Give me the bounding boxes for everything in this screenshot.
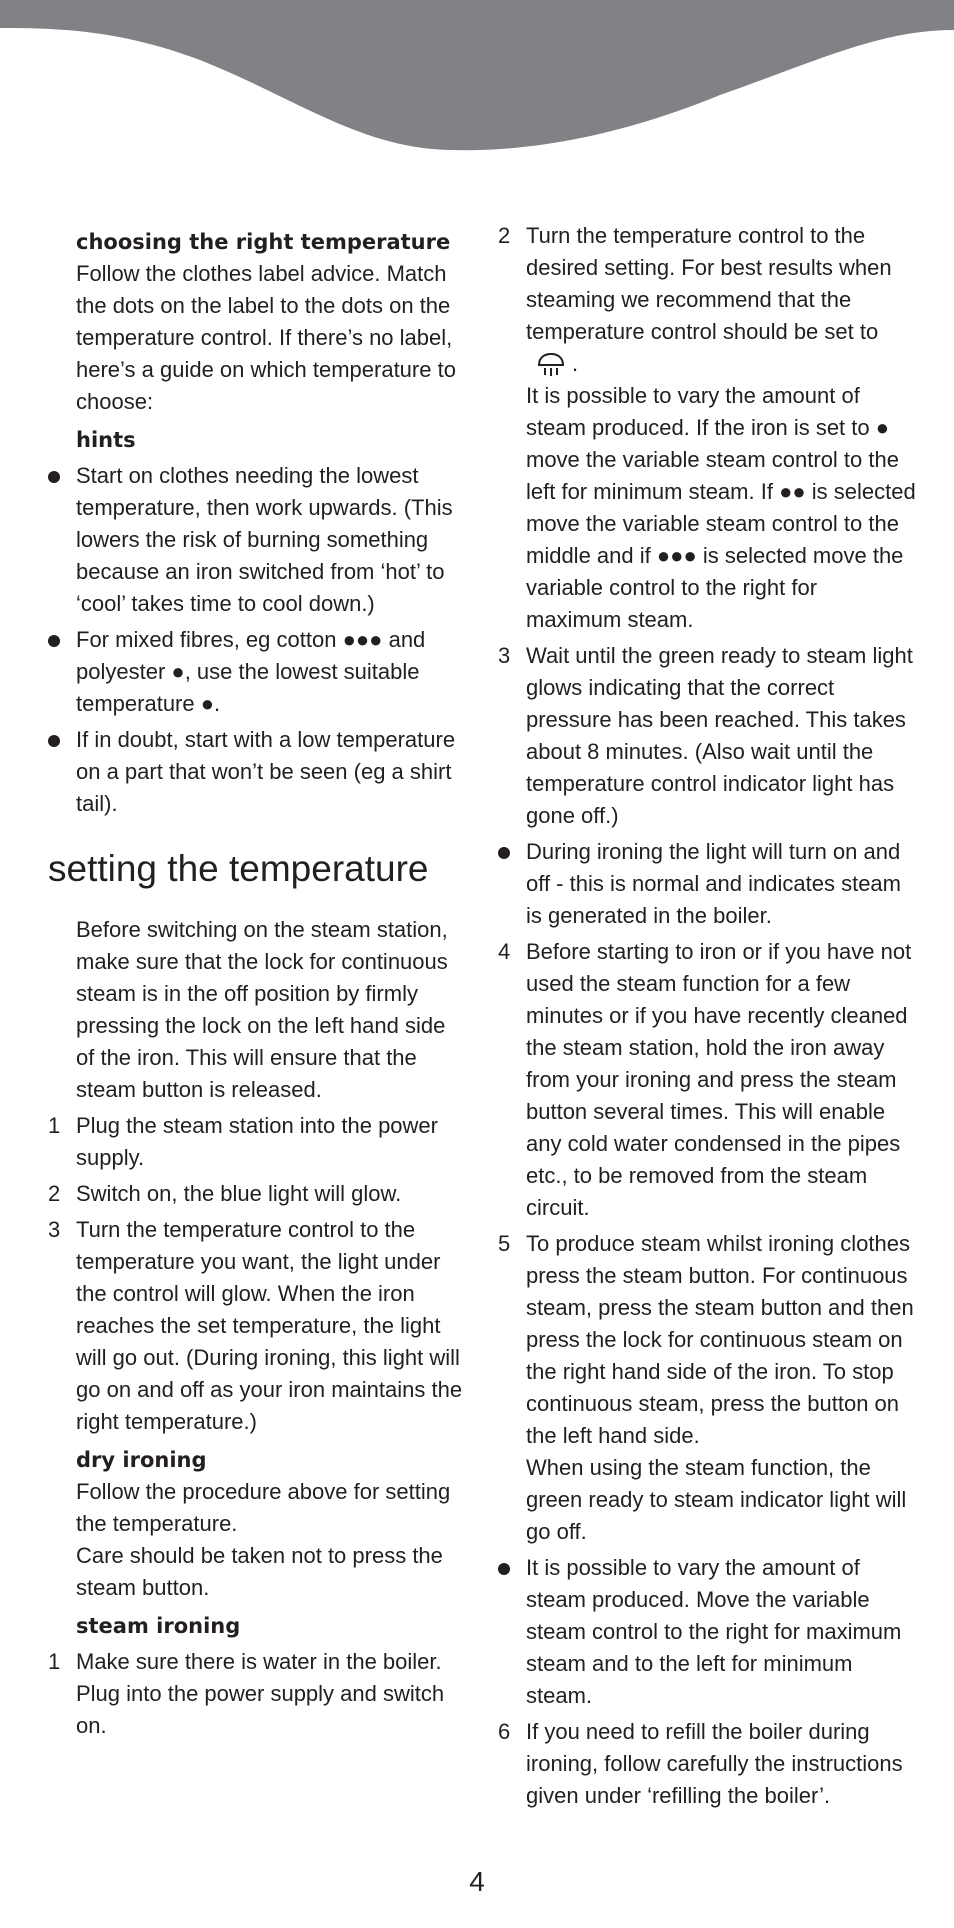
hint-text: Start on clothes needing the lowest temperature, then work upwards. (This lowers the risk of burning something because an iron switched from ‘hot’ to ‘cool’ takes time to cool down.) xyxy=(76,463,453,616)
hint-text: If in doubt, start with a low temperature on a part that won’t be seen (eg a shirt tail). xyxy=(76,727,456,816)
step-number: 6 xyxy=(498,1719,511,1744)
step-text: To produce steam whilst ironing clothes press the steam button. For continuous steam, press the steam button and then press the lock for continuous steam on the right hand side of the iron. To stop continuous steam, press the button on the left hand side. xyxy=(526,1231,914,1448)
step-number: 2 xyxy=(498,223,511,248)
step-item xyxy=(498,1228,918,1452)
setting-intro: Before switching on the steam station, make sure that the lock for continuous steam is in the off position by firmly pressing the lock on the left hand side of the iron. This will ensure that the steam button is released. xyxy=(76,917,448,1102)
step-text: Switch on, the blue light will glow. xyxy=(76,1181,402,1206)
step-text: . xyxy=(572,351,579,376)
header-wave-decoration xyxy=(0,0,954,160)
one-dot-icon: ● xyxy=(171,659,185,684)
three-dots-icon: ●●● xyxy=(342,627,383,652)
one-dot-icon: ● xyxy=(875,415,890,440)
choosing-temperature-heading: choosing the right temperature xyxy=(76,230,451,254)
step-text: If you need to refill the boiler during ironing, follow carefully the instructions given under ‘refilling the boiler’. xyxy=(526,1719,903,1808)
step-text: Make sure there is water in the boiler. Plug into the power supply and switch on. xyxy=(76,1649,445,1738)
step-number: 3 xyxy=(48,1217,61,1242)
hint-text: , use the lowest suitable temperature xyxy=(76,659,420,716)
steam-ironing-heading: steam ironing xyxy=(76,1614,241,1638)
step-number: 5 xyxy=(498,1231,511,1256)
one-dot-icon: ● xyxy=(200,691,215,716)
step-item xyxy=(498,220,918,380)
step-item xyxy=(48,1214,468,1438)
three-dots-icon: ●●● xyxy=(656,543,697,568)
bullet-dot-icon xyxy=(48,635,60,647)
two-dots-icon: ●● xyxy=(779,479,806,504)
steam-setting-icon xyxy=(536,351,566,377)
left-column xyxy=(48,220,468,1742)
right-column xyxy=(498,220,918,1812)
step-item xyxy=(498,640,918,832)
steam-indicator-text: When using the steam function, the green ready to steam indicator light will go off. xyxy=(526,1455,907,1544)
bullet-dot-icon xyxy=(48,471,60,483)
steam-variation-part: is selected move the variable control to the right for maximum steam. xyxy=(526,543,904,632)
hint-text: For mixed fibres, eg cotton xyxy=(76,627,337,652)
bullet-dot-icon xyxy=(498,1563,510,1575)
page-number: 4 xyxy=(469,1866,485,1897)
hint-item xyxy=(48,624,468,720)
bullet-text: It is possible to vary the amount of steam produced. Move the variable steam control to the right for maximum steam and to the left for minimum steam. xyxy=(526,1555,902,1708)
bullet-dot-icon xyxy=(498,847,510,859)
bullet-item xyxy=(498,836,918,932)
step-item xyxy=(48,1178,468,1210)
step-text: Before starting to iron or if you have not used the steam function for a few minutes or if you have recently cleaned the steam station, hold the iron away from your ironing and press the steam button several times. This will enable any cold water condensed in the pipes etc., to be removed from the steam circuit. xyxy=(526,939,912,1220)
hint-item xyxy=(48,460,468,620)
step-number: 1 xyxy=(48,1649,61,1674)
step-item xyxy=(498,936,918,1224)
temperature-intro: Follow the clothes label advice. Match the dots on the label to the dots on the temperature control. If there’s no label, here’s a guide on which temperature to choose: xyxy=(76,261,456,414)
bullet-item xyxy=(498,1552,918,1712)
steam-variation-part: It is possible to vary the amount of steam produced. If the iron is set to xyxy=(526,383,870,440)
step-number: 4 xyxy=(498,939,511,964)
step-text: Turn the temperature control to the desired setting. For best results when steaming we recommend that the temperature control should be set to xyxy=(526,223,892,344)
step-number: 3 xyxy=(498,643,511,668)
dry-ironing-text: Follow the procedure above for setting the temperature. xyxy=(76,1479,451,1536)
step-item xyxy=(48,1646,468,1742)
dry-ironing-text: Care should be taken not to press the steam button. xyxy=(76,1543,443,1600)
steam-variation-part: is selected move the variable steam control to the middle and if xyxy=(526,479,916,568)
step-item xyxy=(498,1716,918,1812)
steam-variation-text xyxy=(498,380,918,636)
hints-heading: hints xyxy=(76,428,136,452)
step-text: Turn the temperature control to the temperature you want, the light under the control will glow. When the iron reaches the set temperature, the light will go out. (During ironing, this light will go on and off as your iron maintains the right temperature.) xyxy=(76,1217,463,1434)
step-number: 2 xyxy=(48,1181,61,1206)
bullet-text: During ironing the light will turn on and off - this is normal and indicates steam is generated in the boiler. xyxy=(526,839,901,928)
setting-temperature-heading: setting the temperature xyxy=(48,848,429,889)
hint-text: . xyxy=(214,691,221,716)
hint-item xyxy=(48,724,468,820)
bullet-dot-icon xyxy=(48,735,60,747)
steam-variation-part: move the variable steam control to the left for minimum steam. If xyxy=(526,447,899,504)
step-text: Wait until the green ready to steam light glows indicating that the correct pressure has been reached. This takes about 8 minutes. (Also wait until the temperature control indicator light has gone off.) xyxy=(526,643,913,828)
step-item xyxy=(48,1110,468,1174)
hint-text: and polyester xyxy=(76,627,426,684)
dry-ironing-heading: dry ironing xyxy=(76,1448,207,1472)
step-text: Plug the steam station into the power supply. xyxy=(76,1113,438,1170)
step-number: 1 xyxy=(48,1113,61,1138)
